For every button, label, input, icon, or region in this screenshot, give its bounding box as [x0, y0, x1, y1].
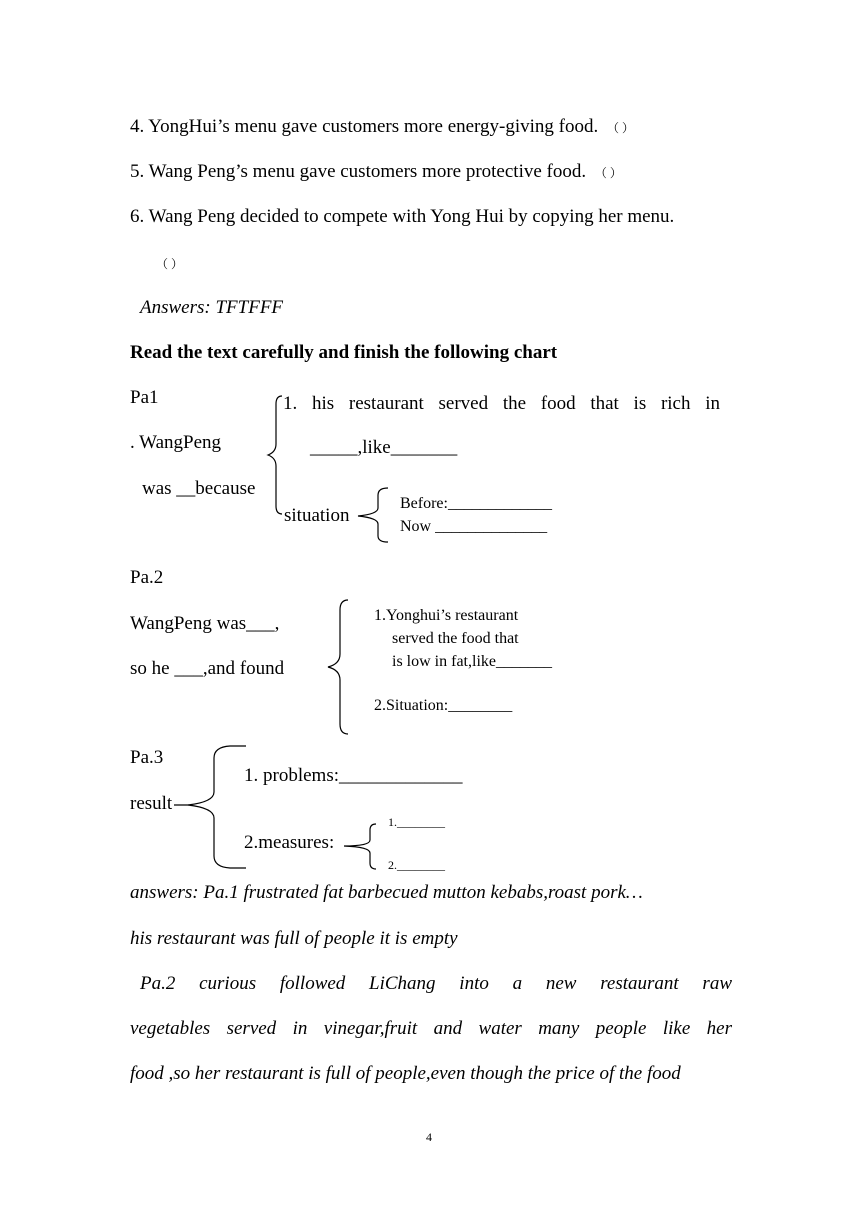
pa1-because: was __because: [142, 478, 256, 499]
pa3-result: result: [130, 793, 173, 814]
pa3-label: Pa.3: [130, 747, 164, 768]
answers-line-5: food ,so her restaurant is full of people,even though the price of the food: [130, 1063, 681, 1084]
pa1-before: Before:_____________: [400, 495, 552, 512]
pa3-measure-2: 2.________: [388, 858, 445, 872]
pa2-so: so he ___,and found: [130, 658, 285, 679]
pa1-item1-line2: _____,like_______: [310, 437, 458, 458]
page-number: 4: [426, 1130, 432, 1144]
answers-line-4: vegetables served in vinegar,fruit and water many people like her: [130, 1018, 732, 1039]
pa3-measures: 2.measures:: [244, 832, 335, 853]
question-4: [130, 116, 634, 138]
pa2-item1-line3: is low in fat,like_______: [392, 653, 552, 670]
question-5-text: 5. Wang Peng’s menu gave customers more protective food.: [130, 161, 587, 182]
pa1-situation-brace: [356, 486, 390, 544]
question-5: [130, 161, 622, 183]
pa1-label: Pa1: [130, 387, 159, 408]
answers-line-3: Pa.2 curious followed LiChang into a new restaurant raw: [140, 973, 732, 994]
question-4-blank: （ ）: [607, 121, 635, 135]
question-6-text: 6. Wang Peng decided to compete with Yong Hui by copying her menu.: [130, 206, 675, 227]
pa1-situation: situation: [284, 505, 350, 526]
pa3-measure-1: 1.________: [388, 815, 445, 829]
answers-line-2: his restaurant was full of people it is empty: [130, 928, 458, 949]
question-4-text: 4. YongHui’s menu gave customers more energy-giving food.: [130, 116, 599, 137]
pa2-item2: 2.Situation:________: [374, 697, 513, 714]
pa3-problems: 1. problems:_____________: [244, 765, 463, 786]
pa3-brace: [174, 744, 248, 872]
pa2-item1-line2: served the food that: [392, 630, 519, 647]
question-5-blank: （ ）: [594, 166, 622, 180]
question-6: [130, 206, 674, 228]
pa1-subject: . WangPeng: [130, 432, 222, 453]
answers-line-1: answers: Pa.1 frustrated fat barbecued mutton kebabs,roast pork…: [130, 882, 643, 903]
pa1-item1-line1: 1. his restaurant served the food that is rich in: [283, 393, 720, 414]
answers-line: Answers: TFTFFF: [140, 297, 284, 318]
pa2-brace: [326, 598, 352, 738]
pa1-now: Now ______________: [400, 518, 548, 535]
question-6-blank: （ ）: [156, 257, 184, 271]
pa3-measures-brace: [342, 822, 378, 872]
pa2-label: Pa.2: [130, 567, 164, 588]
pa2-item1-line1: 1.Yonghui’s restaurant: [374, 607, 519, 624]
chart-heading: Read the text carefully and finish the following chart: [130, 342, 558, 363]
pa2-subject: WangPeng was___,: [130, 613, 280, 634]
